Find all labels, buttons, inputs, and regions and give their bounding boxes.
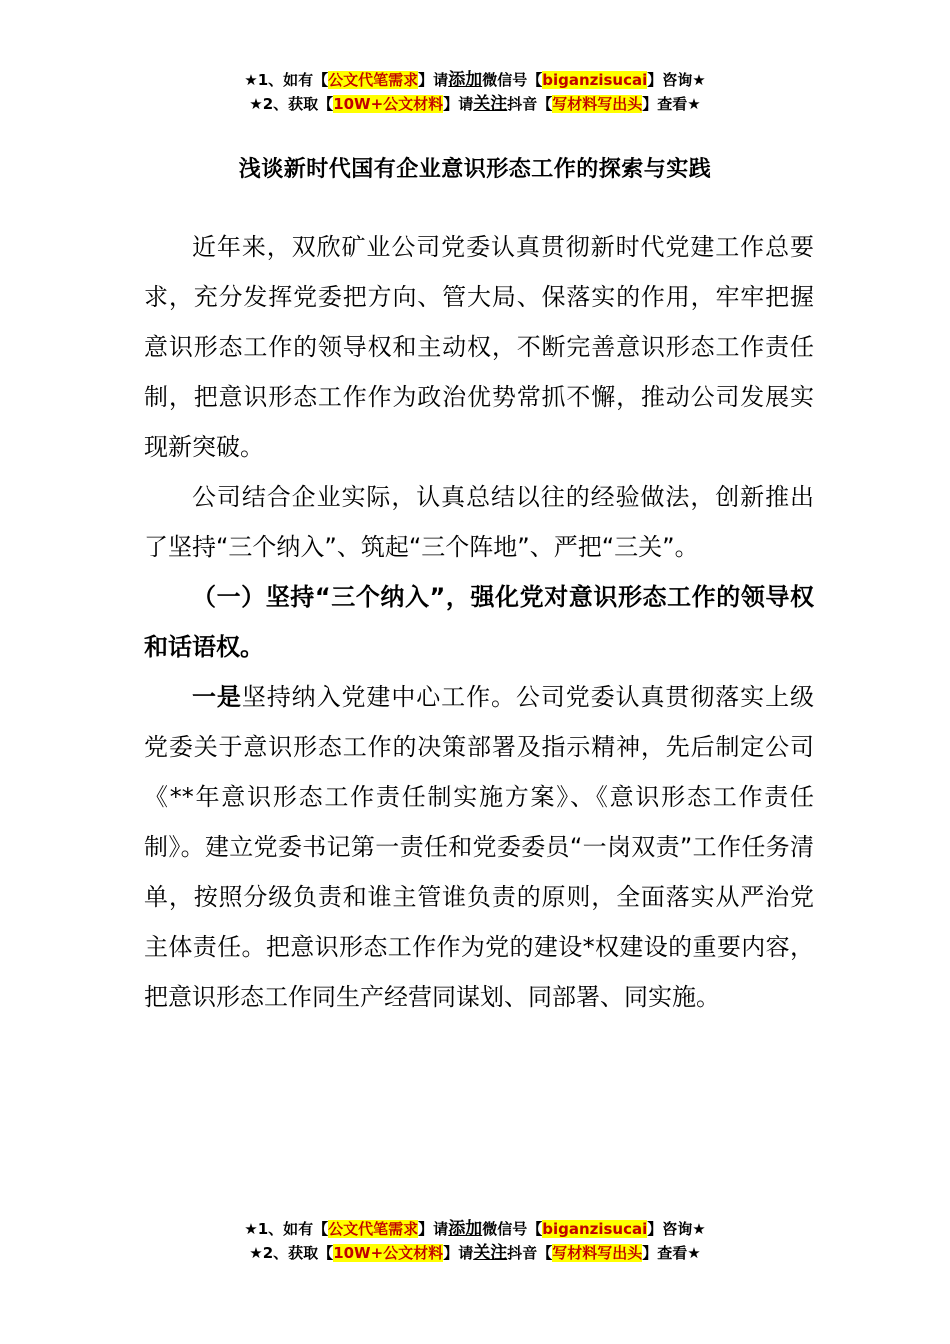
banner-wechat-id: biganzisucai: [542, 1220, 648, 1238]
banner-highlight: 公文代笔需求: [328, 71, 419, 89]
banner-line-2: ★2、获取【10W+公文材料】请关注抖音【写材料写出头】查看★: [249, 1243, 701, 1263]
banner-highlight: 10W+公文材料: [333, 95, 444, 113]
paragraph-1: 近年来，双欣矿业公司党委认真贯彻新时代党建工作总要求，充分发挥党委把方向、管大局、保落实的作用，牢牢把握意识形态工作的领导权和主动权，不断完善意识形态工作责任制，把意识形态工作作为政治优势常抓不懈，推动公司发展实现新突破。: [144, 233, 814, 461]
banner-douyin-id: 写材料写出头: [552, 95, 643, 113]
paragraph-3-text: 坚持纳入党建中心工作。公司党委认真贯彻落实上级党委关于意识形态工作的决策部署及指示精神，先后制定公司《**年意识形态工作责任制实施方案》、《意识形态工作责任制》。建立党委书记第一责任和党委委员“一岗双责”工作任务清单，按照分级负责和谁主管谁负责的原则，全面落实从严治党主体责任。把意识形态工作作为党的建设*权建设的重要内容，把意识形态工作同生产经营同谋划、同部署、同实施。: [144, 683, 815, 1011]
banner-line-2: ★2、获取【10W+公文材料】请关注抖音【写材料写出头】查看★: [249, 94, 701, 114]
top-banner: [0, 68, 950, 116]
document-body: [144, 222, 814, 1022]
banner-line-1: ★1、如有【公文代笔需求】请添加微信号【biganzisucai】咨询★: [244, 70, 706, 90]
banner-wechat-id: biganzisucai: [542, 71, 648, 89]
document-title: 浅谈新时代国有企业意识形态工作的探索与实践: [238, 157, 712, 182]
banner-douyin-id: 写材料写出头: [552, 1244, 643, 1262]
section-heading-1: （一）坚持“三个纳入”，强化党对意识形态工作的领导权和话语权。: [144, 583, 814, 661]
paragraph-3-lead: 一是: [192, 683, 242, 711]
banner-line-1: ★1、如有【公文代笔需求】请添加微信号【biganzisucai】咨询★: [244, 1219, 706, 1239]
banner-highlight: 10W+公文材料: [333, 1244, 444, 1262]
paragraph-3: [144, 672, 814, 1022]
banner-highlight: 公文代笔需求: [328, 1220, 419, 1238]
bottom-banner: [0, 1217, 950, 1265]
paragraph-2: 公司结合企业实际，认真总结以往的经验做法，创新推出了坚持“三个纳入”、筑起“三个阵地”、严把“三关”。: [144, 483, 814, 561]
